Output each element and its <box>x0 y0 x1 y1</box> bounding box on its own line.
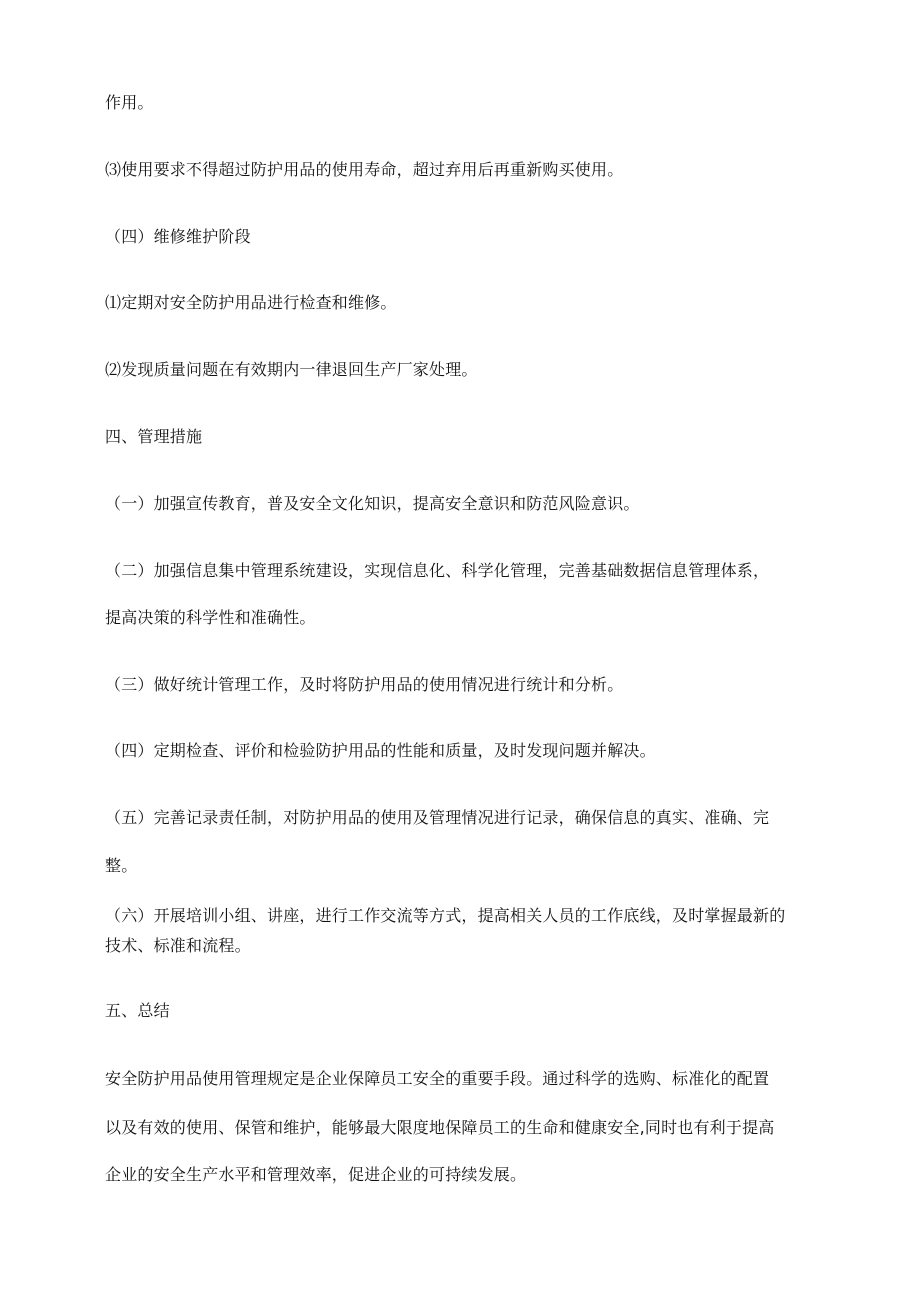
summary-paragraph-line-1: 安全防护用品使用管理规定是企业保障员工安全的重要手段。通过科学的选购、标准化的配置 <box>105 1069 770 1088</box>
measure-item-6-continuation: 技术、标准和流程。 <box>105 936 251 955</box>
measure-item-3: （三）做好统计管理工作，及时将防护用品的使用情况进行统计和分析。 <box>105 675 624 694</box>
measure-item-5: （五）完善记录责任制，对防护用品的使用及管理情况进行记录，确保信息的真实、准确、完 <box>105 808 770 827</box>
section-heading-maintenance: （四）维修维护阶段 <box>105 227 251 246</box>
list-item-2-maintenance: ⑵发现质量问题在有效期内一律退回生产厂家处理。 <box>105 360 478 379</box>
summary-paragraph-line-2: 以及有效的使用、保管和维护，能够最大限度地保障员工的生命和健康安全,同时也有利于提高 <box>105 1118 775 1137</box>
text-line-continuation: 作用。 <box>105 93 154 112</box>
measure-item-2: （二）加强信息集中管理系统建设，实现信息化、科学化管理，完善基础数据信息管理体系， <box>105 561 770 580</box>
measure-item-2-continuation: 提高决策的科学性和准确性。 <box>105 608 316 627</box>
section-heading-management-measures: 四、管理措施 <box>105 427 203 446</box>
measure-item-1: （一）加强宣传教育，普及安全文化知识，提高安全意识和防范风险意识。 <box>105 494 640 513</box>
measure-item-5-continuation: 整。 <box>105 856 138 875</box>
measure-item-4: （四）定期检查、评价和检验防护用品的性能和质量，及时发现问题并解决。 <box>105 741 656 760</box>
section-heading-summary: 五、总结 <box>105 1001 170 1020</box>
summary-paragraph-line-3: 企业的安全生产水平和管理效率，促进企业的可持续发展。 <box>105 1165 527 1184</box>
list-item-3-usage: ⑶使用要求不得超过防护用品的使用寿命，超过弃用后再重新购买使用。 <box>105 160 624 179</box>
list-item-1-maintenance: ⑴定期对安全防护用品进行检查和维修。 <box>105 293 397 312</box>
measure-item-6: （六）开展培训小组、讲座，进行工作交流等方式，提高相关人员的工作底线，及时掌握最新的 <box>105 906 786 925</box>
